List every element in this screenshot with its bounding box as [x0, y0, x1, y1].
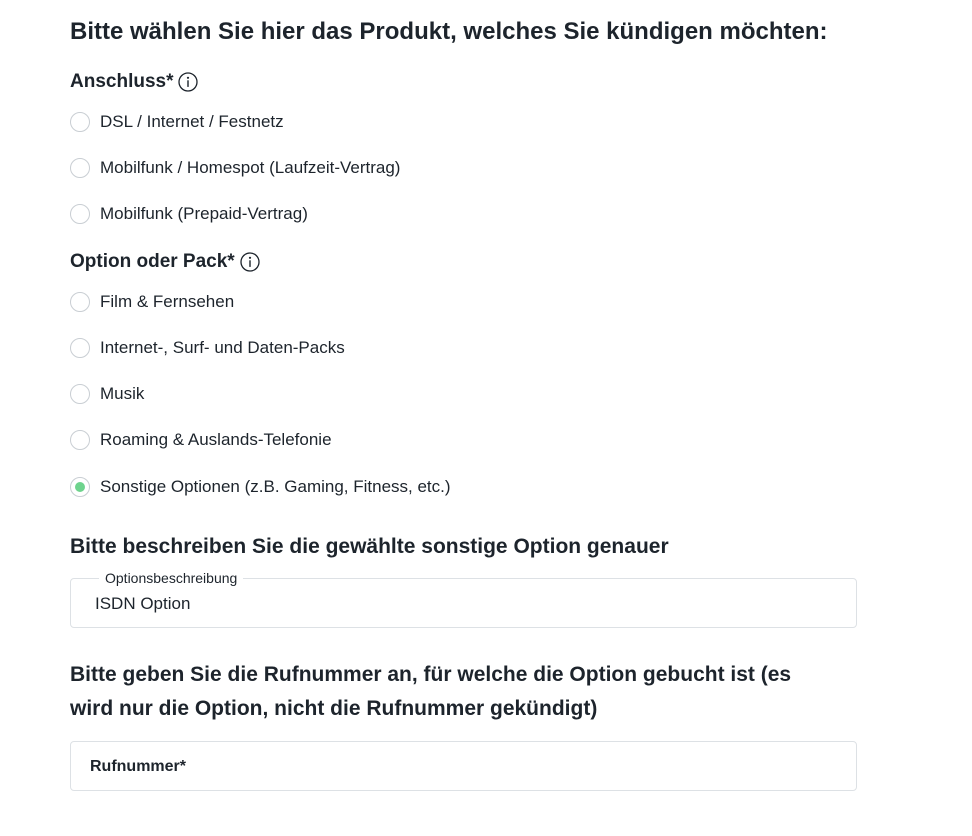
radio-option-label: DSL / Internet / Festnetz — [100, 112, 284, 131]
radio-button[interactable] — [70, 204, 90, 224]
radio-selected-dot — [75, 482, 85, 492]
page-title: Bitte wählen Sie hier das Produkt, welches Sie kündigen möchten: — [70, 18, 828, 45]
radio-option-internet-packs[interactable] — [70, 337, 345, 359]
radio-option-film-fernsehen[interactable] — [70, 291, 234, 313]
radio-button[interactable] — [70, 112, 90, 132]
radio-option-label: Film & Fernsehen — [100, 292, 235, 311]
radio-option-label: Internet-, Surf- und Daten-Packs — [100, 338, 345, 357]
radio-button[interactable] — [70, 384, 90, 404]
option-description-label: Optionsbeschreibung — [99, 570, 243, 586]
describe-option-heading: Bitte beschreiben Sie die gewählte sonstige Option genauer — [70, 535, 669, 558]
radio-option-label: Sonstige Optionen (z.B. Gaming, Fitness, etc.) — [100, 477, 451, 496]
radio-option-label: Musik — [100, 384, 145, 403]
radio-option-label: Roaming & Auslands-Telefonie — [100, 430, 332, 449]
phone-number-heading — [70, 658, 791, 726]
radio-button-selected[interactable] — [70, 477, 90, 497]
option-description-field[interactable] — [70, 570, 857, 628]
radio-button[interactable] — [70, 430, 90, 450]
phone-number-placeholder: Rufnummer* — [90, 758, 187, 775]
radio-option-mobilfunk-laufzeit[interactable] — [70, 157, 400, 179]
radio-option-mobilfunk-prepaid[interactable] — [70, 203, 308, 225]
anschluss-label: Anschluss* — [70, 71, 174, 92]
phone-number-field[interactable] — [70, 741, 857, 791]
radio-button[interactable] — [70, 338, 90, 358]
radio-option-sonstige[interactable] — [70, 476, 451, 498]
anschluss-info-icon[interactable] — [178, 72, 198, 92]
radio-button[interactable] — [70, 292, 90, 312]
radio-option-label: Mobilfunk (Prepaid-Vertrag) — [100, 204, 308, 223]
option-pack-group-label — [70, 250, 260, 274]
option-pack-info-icon[interactable] — [240, 252, 260, 272]
anschluss-group-label — [70, 70, 198, 94]
radio-button[interactable] — [70, 158, 90, 178]
option-pack-label: Option oder Pack* — [70, 251, 235, 272]
phone-heading-line1: Bitte geben Sie die Rufnummer an, für welche die Option gebucht ist (es — [70, 663, 792, 686]
option-description-value[interactable]: ISDN Option — [95, 594, 191, 613]
radio-option-label: Mobilfunk / Homespot (Laufzeit-Vertrag) — [100, 158, 401, 177]
radio-option-musik[interactable] — [70, 383, 144, 405]
radio-option-roaming[interactable] — [70, 429, 332, 451]
phone-heading-line2: wird nur die Option, nicht die Rufnummer gekündigt) — [70, 697, 598, 720]
radio-option-dsl[interactable] — [70, 111, 284, 133]
